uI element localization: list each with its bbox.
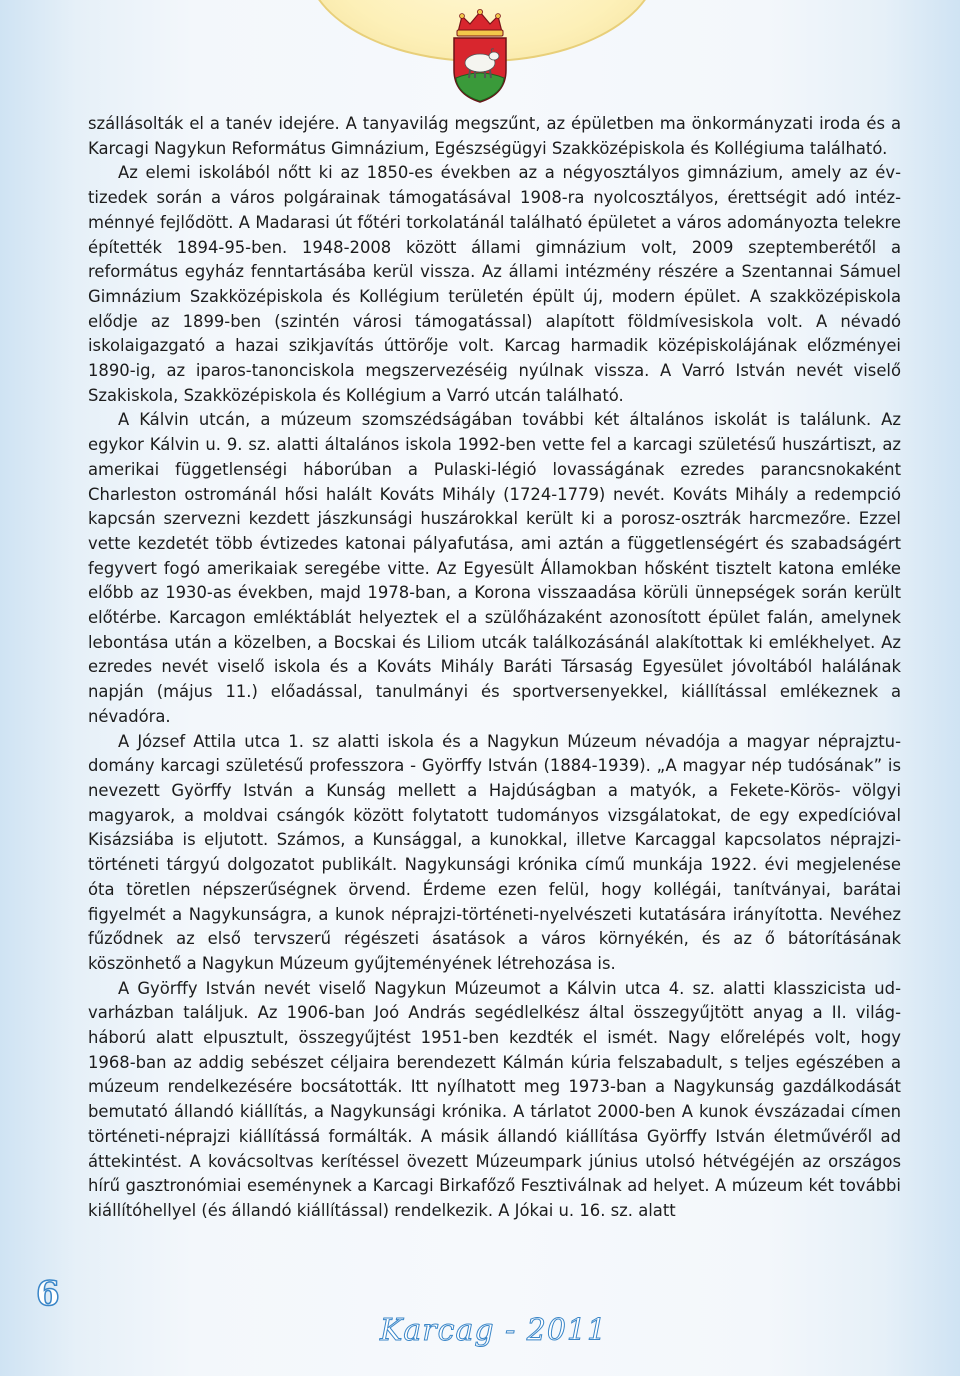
paragraph-4: A József Attila utca 1. sz alatti iskola és a Nagykun Múzeum névadója a magyar néprajztudomány karcagi születésű professzora - Györffy István (1884-1939). „A magyar nép tudósának” is nevezett Györffy István a Kunság mellett a Hajdúságban a matyók, a Fekete-Körös- völgyi magyarok, a moldvai csángók között folytatott tudományos vizsgálatokat, de egy expedícióval Kisázsiába is eljutott. Számos, a Kunsággal, a kunokkal, illetve Karcaggal kapcsolatos néprajzitörténeti tárgyú dolgozatot publikált. Nagykunsági krónika című munkája 1922. évi megjelenése óta töretlen népszerűségnek örvend. Érdeme ezen felül, hogy kollégái, tanítványai, barátai figyelmét a Nagykunságra, a kunok néprajzi-történeti-nyelvészeti kutatására irányította. Nevéhez fűződnek az első tervszerű régészeti ásatások a város környékén, és az ő bátorításának köszönhető a Nagykun Múzeum gyűjteményének létrehozása is.: [88, 731, 901, 973]
page-number: 6: [36, 1274, 60, 1314]
paragraph-3: A Kálvin utcán, a múzeum szomszédságában további két általános iskolát is találunk. Az egykor Kálvin u. 9. sz. alatti általános iskola 1992-ben vette fel a karcagi születésű huszártiszt, az amerikai függetlenségi háborúban a Pulaski-légió lovasságának ezredes parancsnokaként Charleston ostrománál hősi halált Kováts Mihály (1724-1779) nevét. Kováts Mihály a redempció kapcsán szervezni kezdett jászkunsági huszárokkal került ki a porosz-osztrák harcmezőre. Ezzel vette kezdetét több évtizedes katonai pályafutása, ami aztán a függetlenségért és szabadságért fegyvert fogó amerikaiak seregébe vitte. Az Egyesült Államokban hősként tisztelt katona emléke előbb az 1930-as években, majd 1978-ban, a Korona visszaadása körüli ünnepségek során került előtérbe. Karcagon emléktáblát helyeztek el a szülőházaként azonosított épület falán, amelynek lebontása után a közelben, a Bocskai és Liliom utcák találkozásánál alakítottak ki emlékhelyet. Az ezredes nevét viselő iskola és a Kováts Mihály Baráti Társaság Egyesület jóvoltából halálának napján (május 11.) előadással, tanulmányi és sportversenyekkel, kiállítással emlékeznek a névadóra.: [88, 410, 901, 726]
article-body: [88, 112, 901, 1224]
paragraph-1: szállásolták el a tanév idejére. A tanyavilág megszűnt, az épületben ma önkormányzati iroda és a Karcagi Nagykun Református Gimnázium, Egészségügyi Szakközépiskola és Kollégiuma található.: [88, 114, 901, 158]
paragraph-5: A Györffy István nevét viselő Nagykun Múzeumot a Kálvin utca 4. sz. alatti klasszicista udvarházban találjuk. Az 1906-ban Joó András segédlelkész által összegyűjtött anyag a II. világháború alatt elpusztult, összegyűjtést 1951-ben kezdték el ismét. Nagy előrelépés volt, hogy 1968-ban az addig sebészet céljaira berendezett Kálmán kúria felszabadult, s teljes egészében a múzeum rendelkezésére bocsátották. Itt nyílhatott meg 1973-ban a Nagykunság gazdálkodását bemutató állandó kiállítás, a Nagykunsági krónika. A tárlatot 2000-ben A kunok évszázadai címen történeti-néprajzi kiállítássá formálták. A másik állandó kiállítása Györffy István életművéről ad áttekintést. A kovácsoltvas kerítéssel övezett Múzeumpark június utolsó hétvégéjén az országos hírű gasztronómiai eseménynek a Karcagi Birkafőző Fesztiválnak ad helyet. A múzeum két további kiállítóhellyel (és állandó kiállítással) rendelkezik. A Jókai u. 16. sz. alatt: [88, 978, 901, 1220]
paragraph-2: Az elemi iskolából nőtt ki az 1850-es években az a négyosztályos gimnázium, amely az évtizedek során a város polgárainak támogatásával 1908-ra nyolcosztályos, érettségit adó intézménnyé fejlődött. A Madarasi út főtéri torkolatánál található épületet a város adományozta telekre építették 1894-95-ben. 1948-2008 között állami gimnázium volt, 2009 szeptemberétől a református egyház fenntartásába kerül vissza. Az állami intézmény részére a Szentannai Sámuel Gimnázium Szakközépiskola és Kollégium területén épült új, modern épület. A szakközépiskola elődje az 1899-ben (szintén városi támogatással) alapított földmívesiskola volt. A névadó iskolaigazgató a hazai szikjavítás úttörője volt. Karcag harmadik középiskolájának előzményei 1890-ig, az iparos-tanonciskola megszervezéséig nyúlnak vissza. A Varró István nevét viselő Szakiskola, Szakközépiskola és Kollégium a Varró utcán található.: [88, 163, 901, 405]
footer-title: Karcag - 2011: [380, 1313, 608, 1348]
coat-of-arms-icon: [446, 8, 514, 104]
crown-icon: [457, 9, 503, 36]
